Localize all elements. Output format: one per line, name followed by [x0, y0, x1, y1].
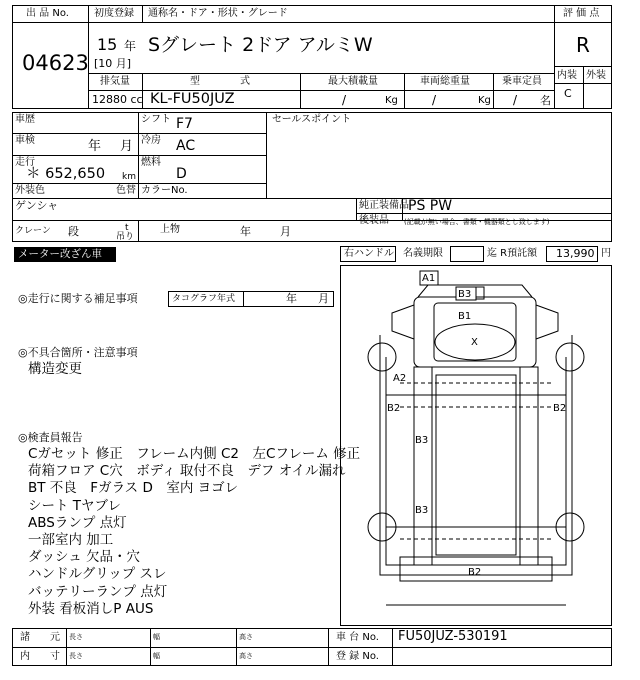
max-load-unit: Kg — [385, 95, 398, 106]
crane-stage: 段 — [68, 225, 79, 238]
interior-grade: C — [564, 87, 572, 100]
mark-x: X — [471, 337, 478, 348]
dims-height-label: 高さ — [239, 652, 253, 660]
name-change-box — [450, 246, 484, 262]
overall-grade: R — [576, 33, 590, 57]
displacement-label: 排気量 — [100, 76, 130, 87]
gvw-value: / — [432, 93, 437, 107]
spec-label: 諸 元 — [20, 632, 60, 643]
report-line: ABSランプ 点灯 — [28, 514, 127, 531]
gvw-unit: Kg — [478, 95, 491, 106]
spec-width-label: 幅 — [153, 633, 160, 641]
report-line: Cガセット 修正 フレーム内側 C2 左Cフレーム 修正 — [28, 446, 361, 462]
grade-label: 評 価 点 — [563, 8, 600, 19]
mileage-unit: km — [122, 172, 136, 182]
crane-lift: 吊り — [116, 232, 135, 242]
shift-label: シフト — [141, 114, 171, 125]
defects-title: ◎不具合箇所・注意事項 — [18, 346, 138, 359]
mark-b1: B1 — [458, 311, 472, 322]
capacity-label: 乗車定員 — [502, 76, 542, 87]
shift-value: F7 — [176, 116, 193, 132]
bed-label: 上物 — [160, 224, 180, 235]
name-change-label: 名義期限 — [403, 248, 443, 259]
report-line: 外装 看板消しP AUS — [28, 600, 154, 617]
displacement: 12880 cc — [92, 93, 143, 106]
history-label: 車歴 — [15, 114, 35, 125]
crane-ton: t — [125, 223, 129, 233]
recycle-unit: 円 — [601, 248, 611, 259]
name-label: 通称名・ドア・形状・グレード — [148, 8, 288, 19]
exterior-label: 外装 — [586, 70, 606, 81]
report-line: ダッシュ 欠品・穴 — [28, 549, 141, 566]
model-name: Sグレート 2ドア アルミW — [148, 34, 373, 56]
inspection-label: 車検 — [15, 135, 35, 146]
mark-b3-left: B3 — [415, 435, 429, 446]
report-line: バッテリーランプ 点灯 — [28, 583, 168, 600]
first-reg-label: 初度登録 — [94, 8, 134, 19]
meter-tampered-text: メーター改ざん車 — [18, 248, 102, 260]
max-load-value: / — [342, 93, 347, 107]
chassis-label: 車 台 No. — [336, 632, 379, 643]
inspection-month: 月 — [120, 139, 134, 154]
year-unit: 年 — [124, 39, 137, 53]
mileage-value: ＊ 652,650 — [26, 166, 106, 182]
first-reg-year: 15 — [97, 35, 118, 54]
aftermarket-note: (記載が無い場合、書類・機器類とし致します) — [404, 218, 550, 226]
bed-year: 年 — [240, 225, 251, 238]
driving-notes-title: ◎走行に関する補足事項 — [18, 292, 138, 305]
sales-point-label: セールスポイント — [272, 114, 352, 125]
capacity-unit: 名 — [540, 94, 551, 107]
dims-length-label: 長さ — [69, 652, 83, 660]
inspector-title: ◎検査員報告 — [18, 431, 83, 444]
mark-b2-right: B2 — [553, 403, 567, 414]
equipment-label: 純正装備品 — [359, 200, 409, 211]
spec-height-label: 高さ — [239, 633, 253, 641]
bed-month: 月 — [280, 225, 291, 238]
mark-a2: A2 — [393, 373, 407, 384]
mark-b2-rear: B2 — [468, 567, 482, 578]
capacity-value: / — [513, 93, 518, 107]
mark-b3-lower: B3 — [415, 505, 429, 516]
inspection-year: 年 — [88, 139, 102, 154]
report-line: 一部室内 加工 — [28, 532, 114, 549]
model-code: KL-FU50JUZ — [150, 91, 235, 107]
mileage-label: 走行 — [15, 157, 35, 168]
max-load-label: 最大積載量 — [328, 76, 378, 87]
fuel-value: D — [176, 166, 187, 182]
tachograph-label: タコグラフ年式 — [172, 294, 236, 304]
model-code-label: 型 式 — [190, 76, 250, 87]
aftermarket-label: 後装品 — [359, 215, 389, 226]
color-code-label: カラーNo. — [141, 185, 188, 196]
right-hand-label: 右ハンドル — [344, 248, 394, 259]
recycle-amount: 13,990 — [556, 247, 595, 260]
gvw-label: 車両総重量 — [420, 76, 470, 87]
dims-width-label: 幅 — [153, 652, 160, 660]
color-change-label: 色替 — [116, 185, 136, 196]
tachograph-year: 年 — [286, 292, 297, 305]
mark-a1: A1 — [422, 273, 436, 284]
dims-label: 内 寸 — [20, 651, 60, 662]
defect-line: 構造変更 — [28, 361, 82, 377]
report-line: BT 不良 Fガラス D 室内 ヨゴレ — [28, 480, 239, 497]
mark-b2-left: B2 — [387, 403, 401, 414]
aircon-value: AC — [176, 138, 196, 154]
mark-b3-top: B3 — [458, 289, 472, 300]
fuel-label: 燃料 — [141, 157, 161, 168]
equipment-value: PS PW — [408, 198, 453, 214]
reg-label: 登 録 No. — [336, 651, 379, 662]
inspector-report — [28, 446, 360, 618]
crane-label: クレーン — [15, 226, 51, 236]
spec-length-label: 長さ — [69, 633, 83, 641]
recycle-label: 迄 R預託額 — [487, 248, 538, 259]
report-line: 荷箱フロア C穴 ボディ 取付不良 デフ オイル漏れ — [28, 463, 346, 480]
chassis-number: FU50JUZ-530191 — [398, 629, 508, 644]
lot-label: 出 品 No. — [26, 8, 69, 19]
tachograph-month: 月 — [318, 292, 329, 305]
aircon-label: 冷房 — [141, 135, 161, 146]
first-reg-month: [10 月] — [94, 57, 132, 70]
defects-list — [28, 361, 82, 378]
color-value: ゲンシャ — [15, 199, 59, 212]
report-line: ハンドルグリップ スレ — [28, 566, 167, 583]
report-line: シート Tヤブレ — [28, 497, 121, 514]
truck-diagram — [340, 265, 612, 626]
lot-number: 04623 — [22, 51, 89, 75]
color-label: 外装色 — [15, 185, 45, 196]
interior-label: 内装 — [557, 70, 577, 81]
